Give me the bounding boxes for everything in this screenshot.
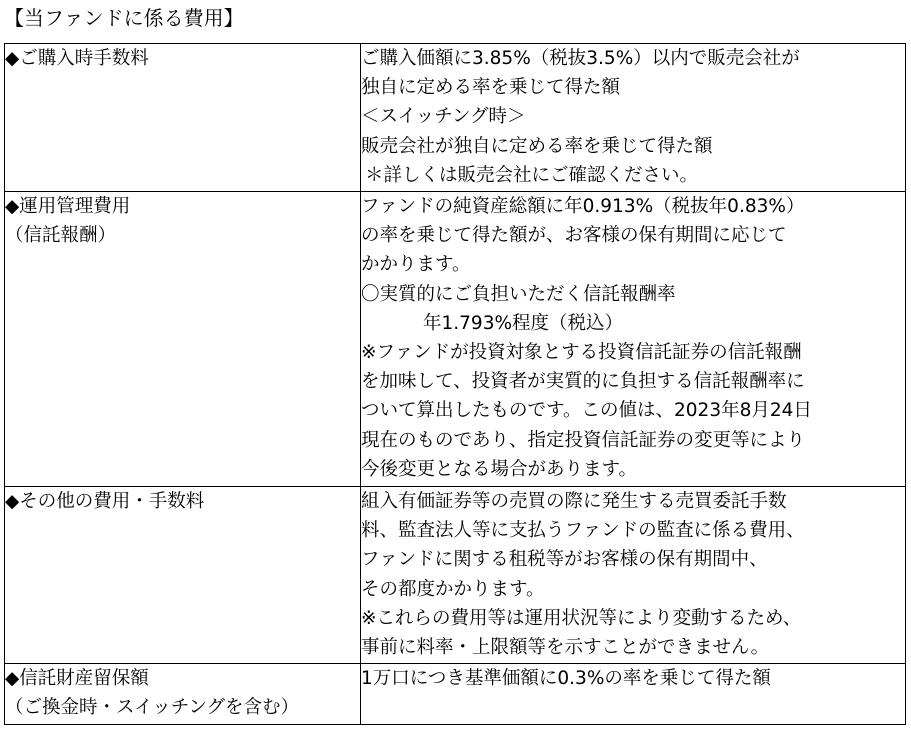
fee-description-line: ファンドの純資産総額に年0.913%（税抜年0.83%） <box>361 196 805 217</box>
fee-description-line: ファンドに関する租税等がお客様の保有期間中、 <box>361 549 768 571</box>
fee-description-cell <box>361 487 906 664</box>
fee-description-line: 販売会社が独自に定める率を乗じて得た額 <box>361 135 713 157</box>
fee-description-cell <box>361 664 906 725</box>
fee-description-line: 独自に定める率を乗じて得た額 <box>361 77 621 99</box>
fee-label: ◆ご購入時手数料 <box>5 48 149 69</box>
fee-label-cell <box>5 487 361 664</box>
fee-sublabel: （ご換金時・スイッチングを含む） <box>5 697 299 719</box>
fee-row-management-fee <box>5 192 906 487</box>
fee-description-line: 事前に料率・上限額等を示すことができません。 <box>361 637 770 659</box>
fee-label: ◆信託財産留保額 <box>5 668 149 689</box>
fee-description-cell <box>361 44 906 192</box>
fee-row-other-fees <box>5 487 906 664</box>
document-title: 【当ファンドに係る費用】 <box>4 6 244 30</box>
fee-description-line: 今後変更となる場合があります。 <box>361 458 638 480</box>
fee-label: ◆その他の費用・手数料 <box>5 491 205 512</box>
fee-label-cell <box>5 44 361 192</box>
fee-description-line: ＊詳しくは販売会社にご確認ください。 <box>365 164 699 186</box>
fee-description-line: を加味して、投資者が実質的に負担する信託報酬率に <box>361 371 805 393</box>
fee-label: ◆運用管理費用 <box>5 196 131 217</box>
fee-description-line: かかります。 <box>361 254 471 276</box>
fee-description-line: その都度かかります。 <box>361 578 545 600</box>
fee-description-line: 料、監査法人等に支払うファンドの監査に係る費用、 <box>361 520 805 542</box>
fee-label-cell <box>5 192 361 487</box>
fee-sublabel: （信託報酬） <box>5 225 117 247</box>
fee-description-line: ※これらの費用等は運用状況等により変動するため、 <box>361 607 802 629</box>
fee-description-line: ついて算出したものです。この値は、2023年8月24日 <box>361 400 812 422</box>
fee-row-trust-retention <box>5 664 906 725</box>
fee-description-line: 組入有価証券等の売買の際に発生する売買委託手数 <box>361 491 787 512</box>
fee-label-cell <box>5 664 361 725</box>
fee-description-line: 現在のものであり、指定投資信託証券の変更等により <box>361 429 806 451</box>
fee-description-line: 1万口につき基準価額に0.3%の率を乗じて得た額 <box>361 668 771 689</box>
fee-description-cell <box>361 192 906 487</box>
fee-description-line: ※ファンドが投資対象とする投資信託証券の信託報酬 <box>361 342 802 364</box>
fee-description-line: 〇実質的にご負担いただく信託報酬率 <box>361 283 676 305</box>
fee-description-line: 年1.793%程度（税込） <box>423 312 624 334</box>
fee-row-purchase-commission <box>5 44 906 192</box>
fee-description-line: の率を乗じて得た額が、お客様の保有期間に応じて <box>361 225 787 247</box>
fee-description-line: ＜スイッチング時＞ <box>361 106 526 128</box>
fee-description-line: ご購入価額に3.85%（税抜3.5%）以内で販売会社が <box>361 48 800 69</box>
fee-table <box>4 43 906 725</box>
